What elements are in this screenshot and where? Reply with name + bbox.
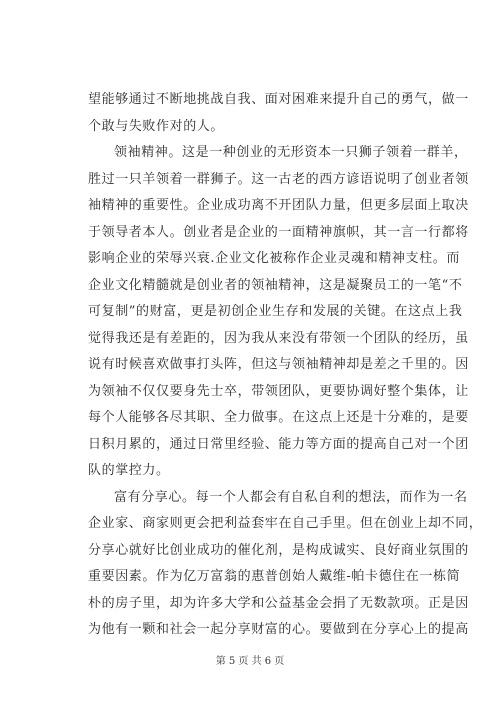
text-line: 胜过一只羊领着一群狮子。这一古老的西方谚语说明了创业者领 — [88, 171, 469, 187]
text-line: 朴的房子里，却为许多大学和公益基金会捐了无数款项。正是因 — [88, 595, 469, 611]
text-line: 影响企业的荣辱兴衰.企业文化被称作企业灵魂和精神支柱。而 — [88, 251, 460, 266]
text-line: 可复制”的财富，更是初创企业生存和发展的关键。在这点上我 — [88, 304, 463, 319]
text-line: 富有分享心。每一个人都会有自私自利的想法，而作为一名 — [114, 489, 468, 505]
text-line: 说有时候喜欢做事打头阵，但这与领袖精神却是差之千里的。因 — [88, 357, 469, 372]
text-line: 队的掌控力。 — [88, 463, 170, 478]
text-line: 日积月累的，通过日常里经验、能力等方面的提高自己对一个团 — [88, 436, 469, 452]
text-line: 重要因素。作为亿万富翁的惠普创始人戴维-帕卡德住在一栋简 — [88, 569, 461, 584]
text-line: 个敢与失败作对的人。 — [88, 118, 225, 134]
text-line: 望能够通过不断地挑战自我、面对困难来提升自己的勇气，做一 — [88, 92, 469, 107]
text-line: 企业文化精髓就是创业者的领袖精神，这是凝聚员工的一笔“不 — [88, 277, 463, 293]
text-line: 为他有一颗和社会一起分享财富的心。要做到在分享心上的提高 — [88, 622, 469, 637]
text-line: 企业家、商家则更会把利益套牢在自己手里。但在创业上却不同， — [88, 516, 483, 531]
page-footer: 第 5 页 共 6 页 — [215, 656, 285, 667]
document-body — [88, 87, 483, 644]
text-line: 觉得我还是有差距的，因为我从来没有带领一个团队的经历，虽 — [88, 330, 469, 346]
text-line: 每个人能够各尽其职、全力做事。在这点上还是十分难的，是要 — [88, 410, 469, 425]
text-line: 领袖精神。这是一种创业的无形资本一只狮子领着一群羊， — [114, 145, 468, 160]
text-line: 袖精神的重要性。企业成功离不开团队力量，但更多层面上取决 — [88, 198, 469, 213]
text-line: 分享心就好比创业成功的催化剂，是构成诚实、良好商业氛围的 — [88, 542, 469, 558]
text-line: 于领导者本人。创业者是企业的一面精神旗帜，其一言一行都将 — [88, 224, 469, 240]
text-line: 为领袖不仅仅要身先士卒，带领团队，更要协调好整个集体，让 — [88, 383, 469, 399]
